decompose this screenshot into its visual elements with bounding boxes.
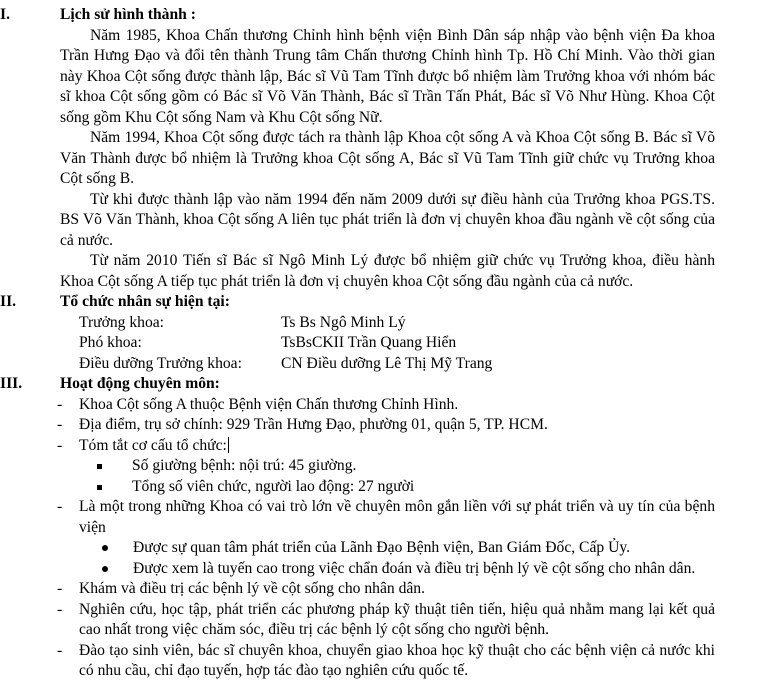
dash-marker: - [57,641,63,659]
list-item [0,415,757,436]
list-item-text: Khoa Cột sống A thuộc Bệnh viện Chấn thương Chỉnh Hình. [79,395,459,413]
round-bullet-icon [102,566,108,572]
list-item [0,579,757,600]
staff-name: TsBsCKII Trần Quang Hiển [281,334,457,351]
list-item [0,497,757,538]
square-bullet-icon [97,485,102,490]
list-item-text: Địa điểm, trụ sở chính: 929 Trần Hưng Đạo, phường 01, quận 5, TP. HCM. [79,416,548,433]
sub-list-item-text: Được xem là tuyến cao trong việc chẩn đoán và điều trị bệnh lý về cột sống cho nhân dân. [133,559,696,577]
sub-list-item-text: Được sự quan tâm phát triển của Lãnh Đạo Bệnh viện, Ban Giám Đốc, Cấp Ủy. [133,539,631,556]
staff-row-head-nurse [0,354,757,375]
dash-marker: - [57,580,63,597]
staff-row-head [0,313,757,334]
list-item-text: Tóm tắt cơ cấu tổ chức: [79,436,227,454]
section-heading-staff [0,292,757,313]
round-bullet-icon [102,545,108,551]
list-item [0,395,757,416]
section-number: III. [0,375,23,392]
sub-list-item [0,456,757,477]
sub-list-item-text: Số giường bệnh: nội trú: 45 giường. [132,457,357,474]
list-item [0,641,757,682]
section-heading-activities [0,374,757,395]
staff-name: CN Điều dưỡng Lê Thị Mỹ Trang [281,354,493,372]
staff-role: Điều dưỡng Trưởng khoa: [79,354,242,372]
sub-list-item-text: Tổng số viên chức, người lao động: 27 người [132,477,415,495]
section-title: Hoạt động chuyên môn: [60,375,220,392]
history-paragraph: Từ năm 2010 Tiến sĩ Bác sĩ Ngô Minh Lý được bổ nhiệm giữ chức vụ Trưởng khoa, điều hành Khoa Cột sống A tiếp tục phát triển là đơn vị chuyên khoa Cột sống đầu ngành của cả nước. [60,252,715,290]
sub-list-item [0,538,757,559]
sub-list-item [0,477,757,498]
history-paragraph: Năm 1985, Khoa Chấn thương Chỉnh hình bệnh viện Bình Dân sáp nhập vào bệnh viện Đa khoa Trần Hưng Đạo và đổi tên thành Trung tâm Chấn thương Chỉnh hình Tp. Hồ Chí Minh. Vào thời gian này Khoa Cột sống được thành lập, Bác sĩ Vũ Tam Tĩnh được bổ nhiệm làm Trưởng khoa với nhóm bác sĩ khoa Cột sống gồm có Bác sĩ Võ Văn Thành, Bác sĩ Trần Tấn Phát, Bác sĩ Võ Như Hùng. Khoa Cột sống gồm Khu Cột sống Nam và Khu Cột sống Nữ. [60,26,715,126]
dash-marker: - [57,395,63,413]
dash-marker: - [57,416,63,433]
section-title: Tổ chức nhân sự hiện tại: [60,293,230,310]
list-item-text: Đào tạo sinh viên, bác sĩ chuyên khoa, chuyển giao khoa học kỹ thuật cho các bệnh viện cả nước khi có nhu cầu, chỉ đạo tuyến, hợp tác đào tạo nghiên cứu quốc tế. [79,641,715,679]
dash-marker: - [57,498,63,515]
list-item-text: Khám và điều trị các bệnh lý về cột sống cho nhân dân. [79,580,425,597]
staff-role: Phó khoa: [79,334,142,351]
section-heading-history [0,5,757,26]
sub-list-item [0,559,757,580]
dash-marker: - [57,600,63,618]
list-item [0,600,757,641]
square-bullet-icon [97,464,102,469]
text-cursor [228,437,229,453]
staff-role: Trưởng khoa: [79,313,165,331]
section-number: I. [0,6,10,23]
dash-marker: - [57,436,63,454]
section-number: II. [0,293,17,310]
staff-name: Ts Bs Ngô Minh Lý [281,313,406,331]
document-page [0,5,757,682]
history-paragraph: Từ khi được thành lập vào năm 1994 đến năm 2009 dưới sự điều hành của Trưởng khoa PGS.TS. BS Võ Văn Thành, khoa Cột sống A liên tục phát triển là đơn vị chuyên khoa đầu ngành về cột sống của cả nước. [60,190,715,249]
list-item-text: Là một trong những Khoa có vai trò lớn về chuyên môn gắn liền với sự phát triển và uy tín của bệnh viện [79,498,715,536]
section-title: Lịch sử hình thành : [60,6,196,23]
staff-row-deputy [0,333,757,354]
list-item-text: Nghiên cứu, học tập, phát triển các phương pháp kỹ thuật tiên tiến, hiệu quả nhằm mang lại kết quả cao nhất trong việc chăm sóc, điều trị các bệnh lý cột sống cho người bệnh. [79,600,715,638]
list-item [0,436,757,457]
history-paragraph: Năm 1994, Khoa Cột sống được tách ra thành lập Khoa cột sống A và Khoa Cột sống B. Bác sĩ Võ Văn Thành được bổ nhiệm là Trưởng khoa Cột sống A, Bác sĩ Vũ Tam Tĩnh giữ chức vụ Trưởng khoa Cột sống B. [60,129,715,187]
